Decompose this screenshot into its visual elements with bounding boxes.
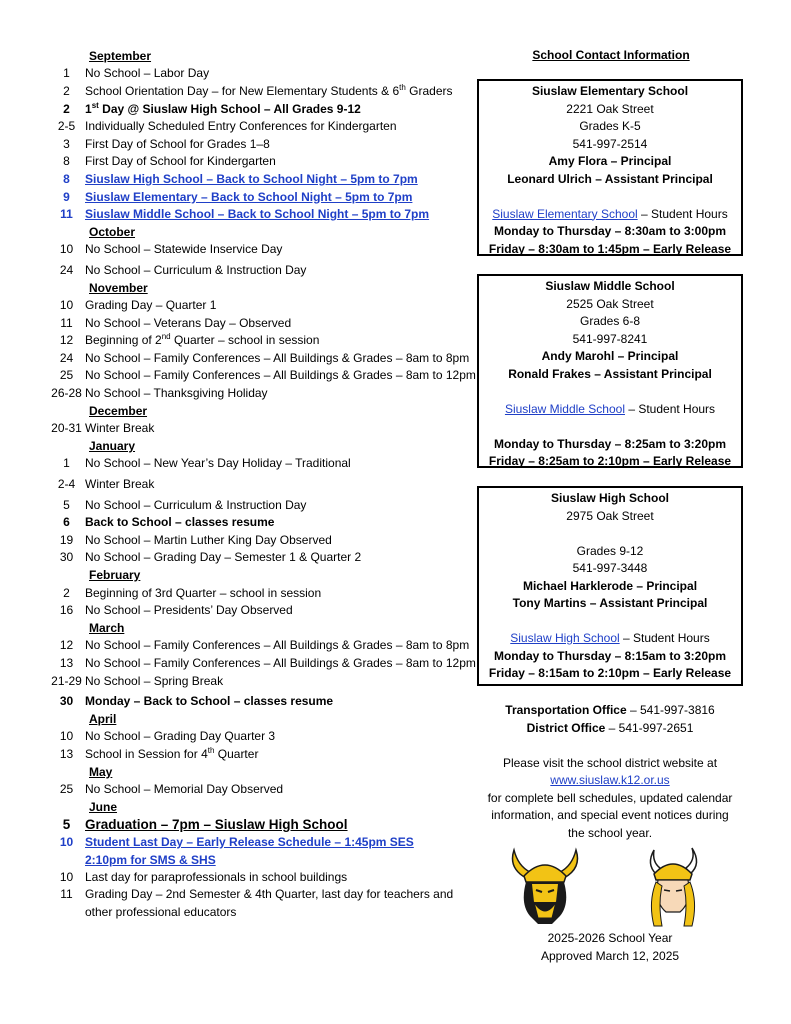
entry-date: 3	[63, 136, 70, 151]
elementary-friday: Friday – 8:30am to 1:45pm – Early Release	[488, 241, 732, 256]
calendar-entry	[48, 367, 476, 385]
entry-superscript: st	[91, 100, 99, 110]
calendar-entry	[48, 100, 468, 118]
middle-hours-suffix: – Student Hours	[625, 401, 716, 416]
transportation-phone: – 541-997-3816	[626, 703, 715, 717]
entry-text-main: School in Session for 4	[85, 746, 208, 761]
entry-date: 8	[63, 171, 70, 186]
calendar-entry	[48, 349, 468, 367]
elementary-principal: Amy Flora – Principal	[548, 154, 672, 168]
calendar-entry	[48, 117, 468, 135]
high-address: 2975 Oak Street	[566, 508, 654, 523]
entry-text-main: First Day of School for Kindergarten	[85, 154, 276, 169]
calendar-entry	[48, 513, 468, 531]
entry-text-main: No School – Memorial Day Observed	[85, 782, 284, 797]
calendar-entry	[48, 868, 468, 886]
entry-text	[85, 119, 397, 133]
entry-date: 10	[59, 242, 74, 257]
entry-date: 19	[59, 532, 74, 547]
entry-date: 2	[63, 101, 70, 116]
entry-text-main: Grading Day – 2nd Semester & 4th Quarter, last day for teachers and other professional educators	[85, 886, 454, 919]
calendar-entry[interactable]	[48, 188, 468, 206]
elementary-phone: 541-997-2514	[572, 136, 648, 151]
entry-date: 25	[59, 368, 74, 383]
month-heading: May	[89, 764, 113, 779]
high-grades: Grades 9-12	[576, 543, 644, 558]
calendar-entry	[48, 261, 468, 279]
high-phone: 541-997-3448	[572, 561, 648, 575]
entry-text	[85, 498, 306, 512]
month-heading: December	[89, 403, 148, 418]
entry-date: 1	[63, 66, 70, 81]
entry-text	[85, 102, 361, 116]
entry-text	[85, 190, 412, 204]
entry-text-main: No School – Presidents’ Day Observed	[85, 603, 293, 618]
elementary-hours-suffix: – Student Hours	[637, 206, 728, 221]
entry-text	[85, 515, 274, 529]
visit-line-4: the school year.	[567, 825, 653, 840]
elementary-grades: Grades K-5	[579, 119, 641, 133]
entry-date: 5	[62, 816, 71, 832]
calendar-entry	[48, 531, 468, 549]
calendar-entry	[48, 314, 468, 332]
middle-grades: Grades 6-8	[579, 314, 641, 328]
entry-text	[85, 298, 216, 312]
entry-text	[85, 66, 209, 80]
calendar-entry	[48, 384, 468, 402]
calendar-entry	[48, 82, 468, 100]
entry-text-rest: Graders	[405, 83, 453, 98]
high-hours-link[interactable]: Siuslaw High School	[510, 631, 620, 645]
school-year: 2025-2026 School Year	[547, 931, 673, 945]
entry-text-main: No School – Thanksgiving Holiday	[85, 386, 268, 401]
visit-line-2: for complete bell schedules, updated calendar	[487, 790, 733, 805]
calendar-entry	[48, 672, 468, 690]
calendar-entry[interactable]	[48, 851, 468, 869]
entry-date: 11	[60, 886, 73, 901]
district-phone: – 541-997-2651	[605, 720, 694, 735]
entry-text-main: No School – Grading Day – Semester 1 & Quarter 2	[85, 550, 362, 565]
entry-text	[85, 782, 283, 796]
entry-text-main: No School – Curriculum & Instruction Day	[85, 262, 307, 277]
entry-text	[85, 351, 469, 365]
entry-text-main: No School – Family Conferences – All Buildings & Grades – 8am to 8pm	[85, 350, 470, 365]
entry-text	[85, 853, 216, 867]
calendar-entry	[48, 886, 468, 921]
middle-contact-box	[477, 274, 743, 468]
entry-text-main: No School – Veterans Day – Observed	[85, 315, 292, 330]
entry-text-main: Student Last Day – Early Release Schedule – 1:45pm SES	[85, 834, 414, 849]
calendar-entry	[48, 65, 468, 83]
entry-text	[85, 817, 348, 832]
entry-text	[85, 886, 468, 921]
entry-date: 12	[59, 333, 74, 348]
entry-text-main: No School – Statewide Inservice Day	[85, 242, 283, 257]
transportation-label: Transportation Office	[505, 703, 627, 717]
month-heading: October	[89, 224, 136, 239]
entry-text-rest: Quarter	[214, 746, 259, 761]
entry-text	[85, 638, 469, 652]
middle-name: Siuslaw Middle School	[545, 279, 675, 293]
calendar-entry	[48, 584, 468, 602]
footer-info	[477, 930, 743, 965]
entry-date: 30	[59, 550, 74, 565]
entry-date: 5	[63, 497, 70, 512]
elementary-mon-thu: Monday to Thursday – 8:30am to 3:00pm	[493, 224, 727, 238]
month-heading: January	[89, 438, 136, 453]
calendar-entry	[48, 549, 468, 567]
entry-superscript: nd	[161, 332, 171, 342]
entry-text	[85, 316, 291, 330]
entry-text	[85, 137, 270, 151]
entry-text	[85, 870, 347, 884]
entry-text-main: Siuslaw High School – Back to School Night – 5pm to 7pm	[85, 171, 418, 186]
entry-date: 2-5	[57, 119, 76, 134]
entry-text	[85, 368, 476, 382]
office-info	[477, 702, 743, 842]
high-assistant: Tony Martins – Assistant Principal	[512, 596, 708, 610]
entry-text-main: No School – Grading Day Quarter 3	[85, 729, 276, 744]
entry-date: 6	[63, 515, 70, 530]
entry-text	[85, 263, 306, 277]
entry-text-main: No School – Curriculum & Instruction Day	[85, 497, 307, 512]
calendar-entry[interactable]	[48, 170, 468, 188]
entry-date: 30	[59, 694, 74, 709]
high-principal: Michael Harklerode – Principal	[522, 578, 698, 593]
high-contact-box	[477, 486, 743, 686]
entry-text-main: No School – New Year’s Day Holiday – Traditional	[85, 456, 351, 471]
entry-text-main: No School – Spring Break	[85, 673, 224, 688]
calendar-entry	[48, 475, 468, 493]
viking-mascot-male-icon	[506, 846, 584, 926]
entry-date: 12	[59, 638, 74, 653]
middle-mon-thu: Monday to Thursday – 8:25am to 3:20pm	[493, 436, 727, 451]
entry-text	[85, 656, 476, 670]
visit-line-3: information, and special event notices during	[491, 808, 729, 822]
calendar-entry	[48, 455, 468, 473]
elementary-name: Siuslaw Elementary School	[531, 84, 689, 98]
calendar-entry	[48, 241, 468, 259]
entry-text	[85, 747, 258, 761]
entry-date: 10	[59, 834, 74, 849]
middle-assistant: Ronald Frakes – Assistant Principal	[508, 366, 712, 381]
middle-principal: Andy Marohl – Principal	[541, 349, 679, 363]
calendar-entry	[48, 419, 468, 437]
entry-text-main: 2:10pm for SMS & SHS	[85, 852, 216, 867]
calendar-entry	[48, 654, 476, 672]
entry-text	[85, 172, 418, 186]
entry-text	[85, 729, 275, 743]
entry-text-main: Siuslaw Middle School – Back to School Night – 5pm to 7pm	[85, 207, 430, 222]
month-heading: March	[89, 620, 125, 635]
entry-text	[85, 386, 268, 400]
high-mon-thu: Monday to Thursday – 8:15am to 3:20pm	[493, 648, 727, 663]
entry-text-main: Last day for paraprofessionals in school buildings	[85, 870, 348, 885]
month-heading: June	[89, 799, 118, 814]
entry-text	[85, 154, 276, 168]
entry-text-main: School Orientation Day – for New Elementary Students & 6	[85, 83, 400, 98]
calendar-list	[48, 47, 476, 921]
entry-text	[85, 333, 319, 347]
calendar-entry	[48, 153, 468, 171]
entry-text	[85, 84, 453, 98]
entry-text-main: First Day of School for Grades 1–8	[85, 136, 270, 151]
entry-text-main: Individually Scheduled Entry Conferences for Kindergarten	[85, 119, 397, 134]
entry-date: 25	[59, 782, 74, 797]
entry-text-main: No School – Martin Luther King Day Observed	[85, 532, 332, 547]
elementary-hours-link[interactable]: Siuslaw Elementary School	[492, 206, 638, 221]
calendar-entry	[48, 601, 468, 619]
entry-text-main: Beginning of 3rd Quarter – school in session	[85, 585, 322, 600]
entry-text	[85, 603, 293, 617]
elementary-address: 2221 Oak Street	[566, 101, 654, 116]
entry-text	[85, 207, 429, 221]
entry-text-main: No School – Family Conferences – All Buildings & Grades – 8am to 8pm	[85, 638, 470, 653]
calendar-entry	[48, 332, 468, 350]
high-hours-suffix: – Student Hours	[619, 631, 710, 645]
entry-text	[85, 586, 321, 600]
contact-title: School Contact Information	[532, 48, 690, 62]
calendar-entry	[48, 637, 468, 655]
calendar-entry	[48, 496, 468, 514]
calendar-entry	[48, 692, 468, 710]
district-website-link[interactable]: www.siuslaw.k12.or.us	[550, 773, 670, 787]
entry-date: 10	[59, 729, 74, 744]
middle-hours-link[interactable]: Siuslaw Middle School	[504, 401, 625, 416]
approved-date: Approved March 12, 2025	[540, 948, 680, 963]
entry-date: 20-31	[51, 421, 82, 436]
entry-date: 10	[59, 870, 74, 885]
middle-friday: Friday – 8:25am to 2:10pm – Early Release	[488, 454, 732, 468]
entry-text	[85, 456, 351, 470]
calendar-entry[interactable]	[48, 833, 468, 851]
calendar-entry	[48, 135, 468, 153]
contact-header	[477, 45, 745, 65]
entry-date: 21-29	[51, 673, 82, 688]
entry-text-rest: Quarter – school in session	[170, 333, 320, 348]
entry-text-main: 1	[85, 101, 92, 116]
entry-text-main: No School – Labor Day	[85, 66, 210, 81]
elementary-assistant: Leonard Ulrich – Assistant Principal	[507, 171, 713, 186]
month-heading: September	[89, 48, 152, 63]
entry-date: 8	[63, 154, 70, 169]
month-heading: February	[89, 568, 141, 583]
entry-text-main: Beginning of 2	[85, 333, 162, 348]
entry-date: 2-4	[57, 477, 76, 492]
month-heading: April	[89, 711, 117, 726]
calendar-entry	[48, 296, 468, 314]
high-friday: Friday – 8:15am to 2:10pm – Early Release	[488, 666, 732, 680]
entry-text	[85, 533, 332, 547]
entry-text-main: Back to School – classes resume	[85, 515, 275, 530]
entry-text-main: Grading Day – Quarter 1	[85, 298, 217, 313]
middle-phone: 541-997-8241	[572, 331, 648, 346]
entry-text	[85, 694, 333, 708]
entry-date: 1	[63, 456, 70, 471]
elementary-contact-box	[477, 79, 743, 256]
district-label: District Office	[526, 720, 606, 735]
calendar-entry	[48, 728, 468, 746]
entry-text	[85, 550, 361, 564]
viking-mascot-female-icon	[640, 846, 706, 928]
entry-text-main: Monday – Back to School – classes resume	[85, 694, 334, 709]
calendar-entry[interactable]	[48, 205, 468, 223]
entry-superscript: th	[207, 745, 215, 755]
entry-text-main: Winter Break	[85, 421, 155, 436]
month-heading: November	[89, 280, 148, 295]
calendar-entry	[48, 816, 468, 834]
calendar-entry	[48, 780, 468, 798]
entry-date: 13	[59, 655, 74, 670]
high-name: Siuslaw High School	[550, 491, 669, 505]
entry-text-main: No School – Family Conferences – All Buildings & Grades – 8am to 12pm	[85, 368, 476, 383]
entry-text-main: No School – Family Conferences – All Buildings & Grades – 8am to 12pm	[85, 655, 476, 670]
entry-text	[85, 477, 154, 491]
entry-text-main: Graduation – 7pm – Siuslaw High School	[85, 816, 348, 832]
entry-text-main: Winter Break	[85, 477, 155, 492]
entry-text-main: Siuslaw Elementary – Back to School Night – 5pm to 7pm	[85, 189, 413, 204]
middle-address: 2525 Oak Street	[566, 296, 654, 311]
entry-text	[85, 242, 282, 256]
entry-date: 10	[59, 298, 74, 313]
entry-text	[85, 835, 414, 849]
entry-text-rest: Day @ Siuslaw High School – All Grades 9-12	[98, 101, 361, 116]
entry-date: 24	[59, 262, 74, 277]
entry-date: 11	[60, 207, 73, 222]
entry-text	[85, 421, 154, 435]
entry-date: 13	[59, 746, 74, 761]
entry-date: 24	[59, 350, 74, 365]
entry-date: 9	[63, 189, 70, 204]
entry-date: 26-28	[51, 386, 82, 401]
visit-line-1: Please visit the school district website at	[502, 755, 718, 770]
entry-text	[85, 674, 223, 688]
entry-date: 16	[59, 603, 74, 618]
entry-date: 11	[60, 315, 73, 330]
entry-superscript: th	[399, 82, 406, 92]
calendar-entry	[48, 745, 468, 763]
entry-date: 2	[63, 83, 70, 98]
entry-date: 2	[63, 585, 70, 600]
